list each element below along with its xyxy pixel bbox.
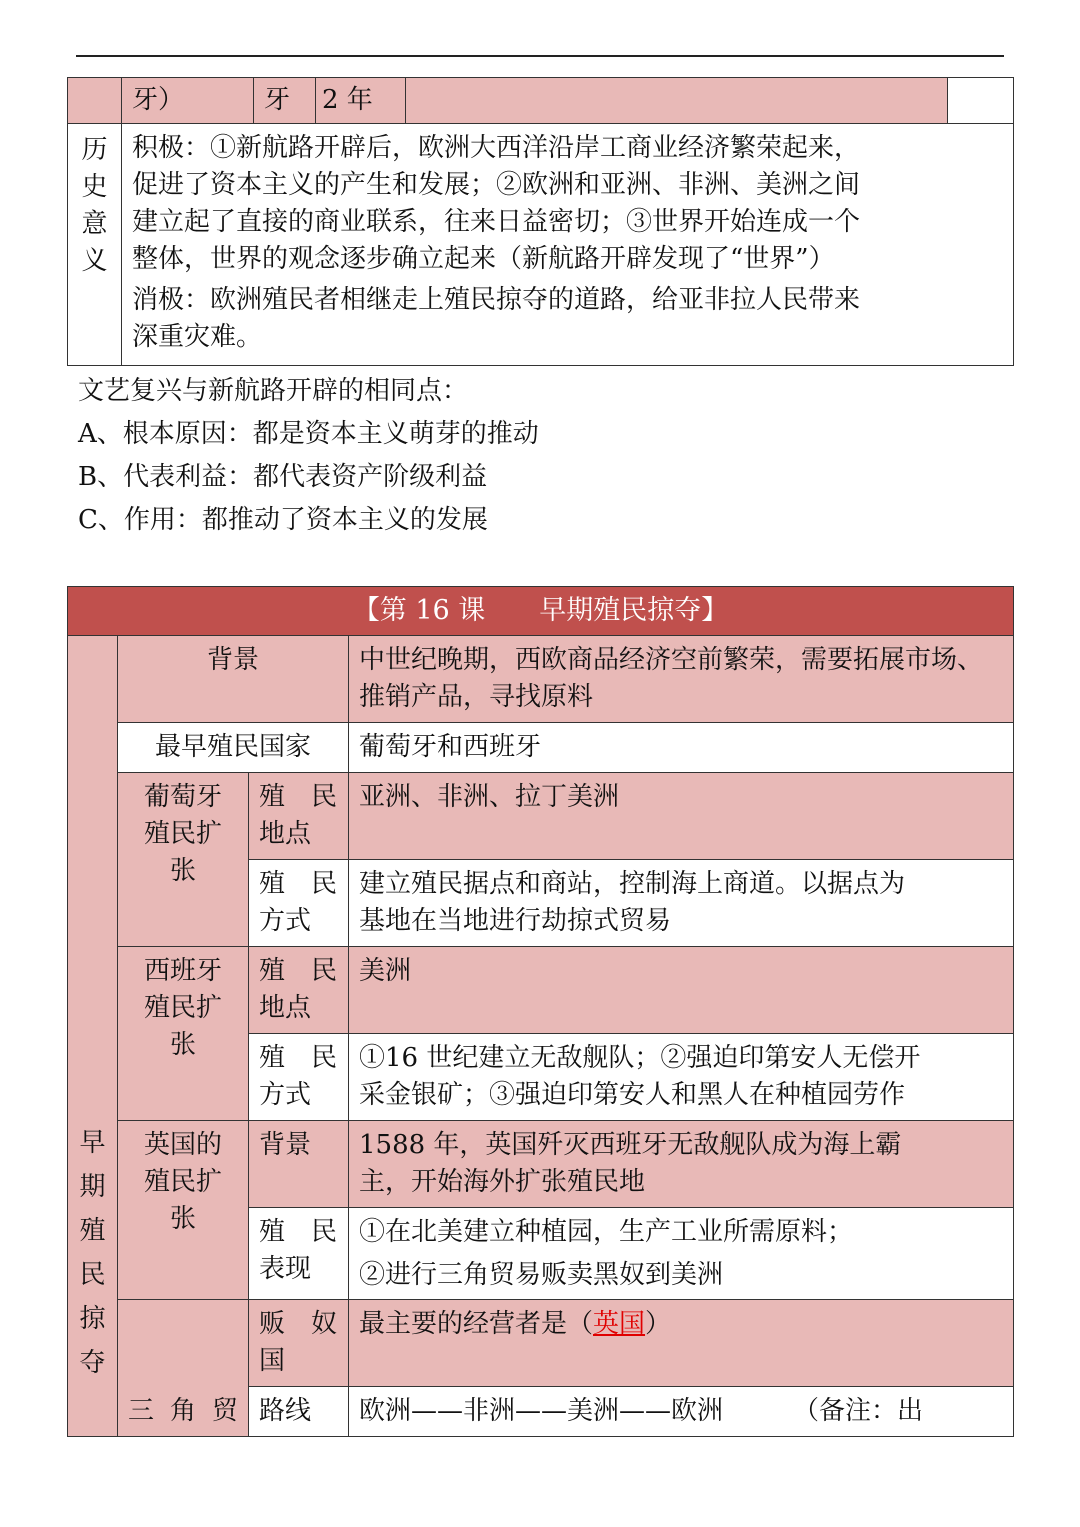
top-table [67, 77, 1014, 366]
background-text: 中世纪晚期，西欧商品经济空前繁荣，需要拓展市场、 推销产品，寻找原料 [349, 636, 1014, 723]
notes-item: C、作用：都推动了资本主义的发展 [78, 505, 488, 535]
portugal-label: 葡萄牙 殖民扩 张 [118, 773, 249, 947]
table-row [68, 636, 1014, 723]
cell-empty [68, 78, 122, 124]
method-label: 殖 民 方式 [249, 1034, 349, 1121]
cell-empty [948, 78, 1014, 124]
table-row [68, 773, 1014, 860]
comparison-notes [78, 370, 539, 542]
negative-line: 深重灾难。 [132, 322, 263, 352]
table-row [68, 723, 1014, 773]
portugal-method: 建立殖民据点和商站，控制海上商道。以据点为 基地在当地进行劫掠式贸易 [349, 860, 1014, 947]
slave-label: 贩 奴 国 [249, 1300, 349, 1387]
side-label: 早 期 殖 民 掠 夺 [68, 636, 118, 1437]
lesson-table [67, 586, 1014, 1437]
route-text: 欧洲——非洲——美洲——欧洲 （备注：出 [349, 1387, 1014, 1437]
notes-item: A、根本原因：都是资本主义萌芽的推动 [78, 419, 539, 449]
positive-line: 积极：①新航路开辟后，欧洲大西洋沿岸工商业经济繁荣起来， [132, 133, 861, 163]
spain-place: 美洲 [349, 947, 1014, 1034]
cell-text: 牙 [254, 78, 316, 124]
earliest-label: 最早殖民国家 [118, 723, 349, 773]
table-row [68, 1300, 1014, 1387]
significance-content [122, 124, 1014, 366]
negative-line: 消极：欧洲殖民者相继走上殖民掠夺的道路，给亚非拉人民带来 [132, 285, 861, 315]
positive-line: 建立起了直接的商业联系，往来日益密切；③世界开始连成一个 [132, 207, 861, 237]
significance-label: 历 史 意 义 [68, 124, 122, 366]
notes-heading: 文艺复兴与新航路开辟的相同点： [78, 376, 469, 406]
cell-empty [406, 78, 948, 124]
triangle-label: 三 角 贸 [118, 1300, 249, 1437]
spain-label: 西班牙 殖民扩 张 [118, 947, 249, 1121]
cell-text: 牙） [122, 78, 254, 124]
header-rule [76, 55, 1004, 57]
table-row [68, 947, 1014, 1034]
place-label: 殖 民 地点 [249, 947, 349, 1034]
lesson-title: 【第 16 课 早期殖民掠夺】 [68, 587, 1014, 636]
slave-text: 最主要的经营者是（英国） [349, 1300, 1014, 1387]
positive-line: 整体，世界的观念逐步确立起来（新航路开辟发现了“世界”） [132, 244, 835, 274]
table-row [68, 78, 1014, 124]
britain-bg-label: 背景 [249, 1121, 349, 1208]
earliest-value: 葡萄牙和西班牙 [349, 723, 1014, 773]
lesson-header-row [68, 587, 1014, 636]
table-row [68, 1121, 1014, 1208]
britain-bg: 1588 年，英国歼灭西班牙无敌舰队成为海上霸 主，开始海外扩张殖民地 [349, 1121, 1014, 1208]
route-note: （备注：出 [793, 1396, 924, 1426]
place-label: 殖 民 地点 [249, 773, 349, 860]
route-label: 路线 [249, 1387, 349, 1437]
britain-label: 英国的 殖民扩 张 [118, 1121, 249, 1300]
britain-perf-label: 殖 民 表现 [249, 1208, 349, 1300]
cell-text: 2 年 [316, 78, 406, 124]
slave-answer: 英国 [593, 1309, 646, 1339]
positive-line: 促进了资本主义的产生和发展；②欧洲和亚洲、非洲、美洲之间 [132, 170, 861, 200]
background-label: 背景 [118, 636, 349, 723]
spain-method: ①16 世纪建立无敌舰队；②强迫印第安人无偿开 采金银矿；③强迫印第安人和黑人在种植园劳作 [349, 1034, 1014, 1121]
portugal-place: 亚洲、非洲、拉丁美洲 [349, 773, 1014, 860]
method-label: 殖 民 方式 [249, 860, 349, 947]
notes-item: B、代表利益：都代表资产阶级利益 [78, 462, 488, 492]
britain-perf: ①在北美建立种植园，生产工业所需原料； ②进行三角贸易贩卖黑奴到美洲 [349, 1208, 1014, 1300]
significance-row [68, 124, 1014, 366]
